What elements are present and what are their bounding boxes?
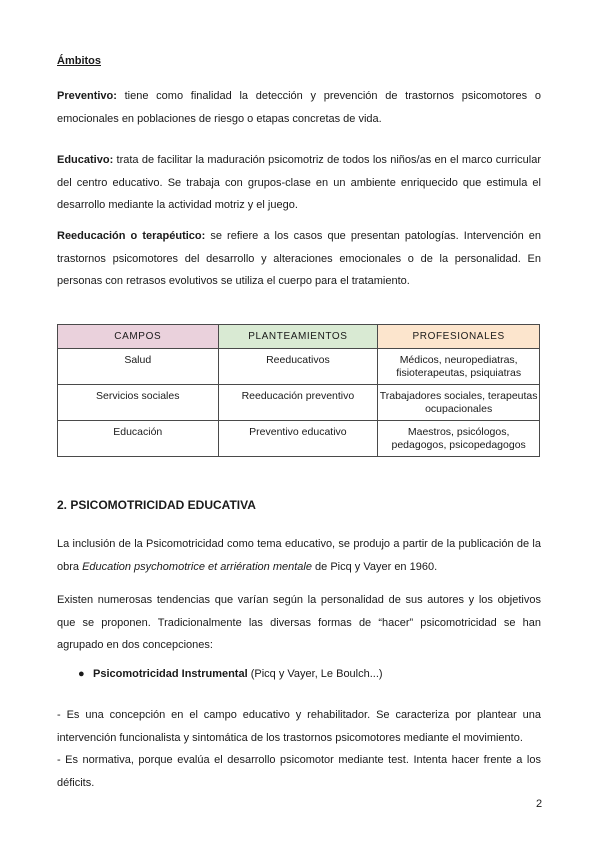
educativo-text: trata de facilitar la maduración psicomotriz de todos los niños/as en el marco curricular del centro educativo. Se trabaja con grupos-clase en un ambiente enriquecido que estimula el desarrollo mediante la actividad motriz y el juego. (57, 154, 541, 211)
ambitos-heading: Ámbitos (57, 55, 101, 67)
ambitos-table (57, 324, 540, 457)
dash-item: - Es normativa, porque evalúa el desarrollo psicomotor mediante test. Intenta hacer frente a los déficits. (57, 754, 541, 789)
bullet-rest: (Picq y Vayer, Le Boulch...) (247, 668, 383, 680)
table-cell: Servicios sociales (58, 385, 219, 421)
bullet-text (93, 668, 383, 680)
table-cell: Preventivo educativo (218, 421, 378, 457)
table-row (58, 349, 540, 385)
paragraph-educativo (57, 149, 541, 217)
reeducacion-text: se refiere a los casos que presentan patologías. Intervención en trastornos psicomotores del desarrollo y alteraciones emocionales o de la personalidad. En personas con retrasos evolutivos se utiliza el cuerpo para el tratamiento. (57, 230, 541, 287)
bullet-icon: ● (78, 668, 85, 680)
paragraph-preventivo (57, 85, 541, 130)
header-campos: CAMPOS (58, 325, 219, 349)
table-cell: Maestros, psicólogos, pedagogos, psicopedagogos (378, 421, 540, 457)
paragraph-inclusion (57, 533, 541, 578)
reeducacion-label: Reeducación o terapéutico: (57, 230, 206, 242)
table-cell: Reeducativos (218, 349, 378, 385)
paragraph-tendencias: Existen numerosas tendencias que varían según la personalidad de sus autores y los objetivos que se proponen. Tradicionalmente las diversas formas de “hacer” psicomotricidad se han agrupado en dos concepciones: (57, 594, 541, 651)
preventivo-label: Preventivo: (57, 90, 117, 102)
table-cell: Salud (58, 349, 219, 385)
page-number: 2 (536, 798, 543, 810)
table-cell: Médicos, neuropediatras, fisioterapeutas, psiquiatras (378, 349, 540, 385)
table-header-row (58, 325, 540, 349)
preventivo-text: tiene como finalidad la detección y prevención de trastornos psicomotores o emocionales en poblaciones de riesgo o etapas concretas de vida. (57, 90, 541, 125)
table-cell: Reeducación preventivo (218, 385, 378, 421)
inclusion-text-after: de Picq y Vayer en 1960. (311, 560, 438, 573)
bullet-bold: Psicomotricidad Instrumental (93, 668, 248, 680)
inclusion-text-before: La inclusión de la Psicomotricidad como tema educativo, se produjo a partir de la publicación de la obra (57, 538, 541, 573)
header-profesionales: PROFESIONALES (378, 325, 540, 349)
table-row (58, 421, 540, 457)
dash-item: - Es una concepción en el campo educativo y rehabilitador. Se caracteriza por plantear una intervención funcionalista y sintomática de los trastornos psicomotores mediante el movimiento. (57, 709, 541, 744)
table-cell: Educación (58, 421, 219, 457)
table-row (58, 385, 540, 421)
paragraph-reeducacion (57, 225, 541, 293)
header-planteamientos: PLANTEAMIENTOS (218, 325, 378, 349)
educativo-label: Educativo: (57, 154, 114, 166)
book-title: Education psychomotrice et arriération mentale (82, 560, 312, 573)
section-heading: 2. PSICOMOTRICIDAD EDUCATIVA (57, 498, 256, 512)
table-cell: Trabajadores sociales, terapeutas ocupacionales (378, 385, 540, 421)
